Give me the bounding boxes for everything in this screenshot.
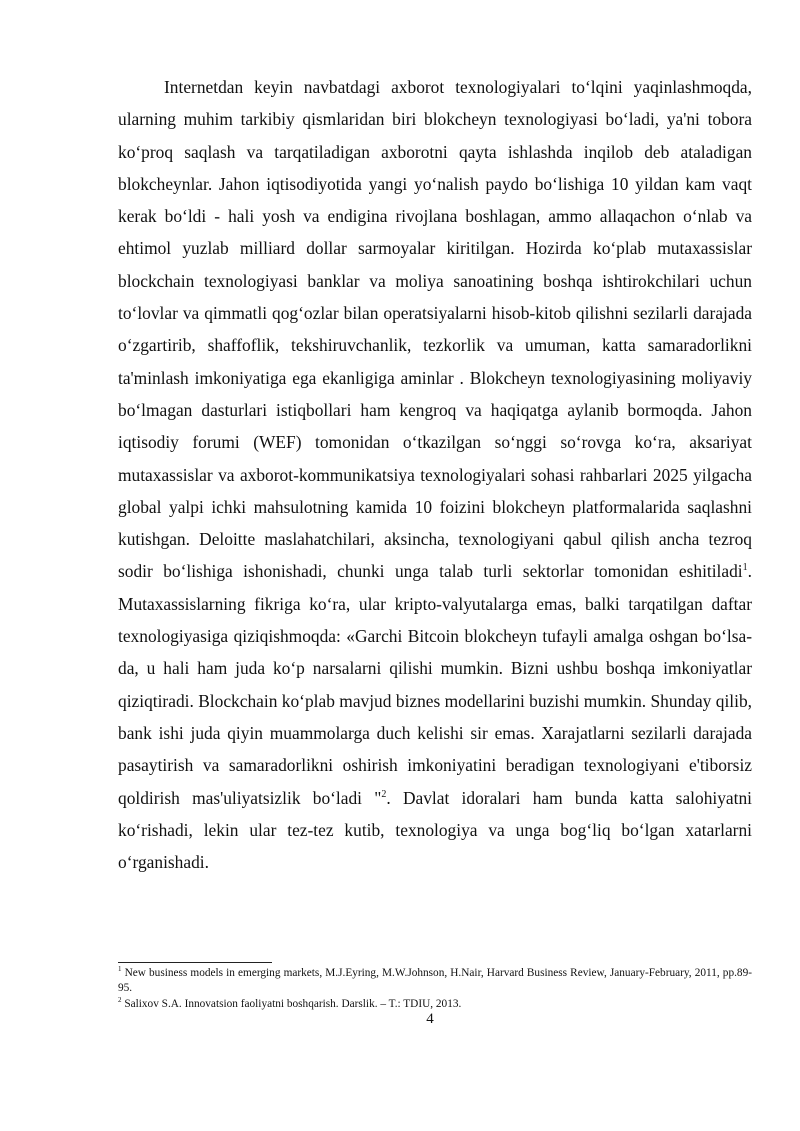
footnote-2 [118, 997, 752, 1012]
footnote-1-marker: 1 [118, 965, 122, 974]
footnote-2-marker: 2 [118, 996, 122, 1005]
footnote-reference-1: 1 [742, 562, 748, 574]
footnote-1 [118, 966, 752, 997]
footnote-2-text: Salixov S.A. Innovatsion faoliyatni boshqarish. Darslik. – T.: TDIU, 2013. [121, 997, 462, 1010]
footnote-reference-2: 2 [381, 788, 387, 800]
body-paragraph [118, 71, 752, 878]
footnote-separator [118, 962, 272, 963]
paragraph-text-part-2: . Mutaxassislarning fikriga ko‘ra, ular kripto-valyutalarga emas, balki tarqatilgan daftar texnologiyasiga qiziqishmoqda: «Garchi Bitcoin blokcheyn tufayli amalga oshgan bo‘lsa-da, u hali ham juda ko‘p narsalarni qilishi mumkin. Bizni ushbu boshqa imkoniyatlar qiziqtiradi. Blockchain ko‘plab mavjud biznes modellarini buzishi mumkin. Shunday qilib, bank ishi juda qiyin muammolarga duch kelishi sir emas. Xarajatlarni sezilarli darajada pasaytirish va samaradorlikni oshirish imkoniyatini beradigan texnologiyani e'tiborsiz qoldirish mas'uliyatsizlik bo‘ladi " [118, 561, 752, 808]
footnotes [118, 966, 752, 1012]
paragraph-text-part-1: Internetdan keyin navbatdagi axborot texnologiyalari to‘lqini yaqinlashmoqda, ularning muhim tarkibiy qismlaridan biri blokcheyn texnologiyasi bo‘ladi, ya'ni tobora ko‘proq saqlash va tarqatiladigan axborotni qayta ishlashda inqilob deb ataladigan blokcheynlar. Jahon iqtisodiyotida yangi yo‘nalish paydo bo‘lishiga 10 yildan kam vaqt kerak bo‘ldi - hali yosh va endigina rivojlana boshlagan, ammo allaqachon o‘nlab va ehtimol yuzlab milliard dollar sarmoyalar kiritilgan. Hozirda ko‘plab mutaxassislar blockchain texnologiyasi banklar va moliya sanoatining boshqa ishtirokchilari uchun to‘lovlar va qimmatli qog‘ozlar bilan operatsiyalarni hisob-kitob qilishni sezilarli darajada o‘zgartirib, shaffoflik, tekshiruvchanlik, tezkorlik va umuman, katta samaradorlikni ta'minlash imkoniyatiga ega ekanligiga aminlar . Blokcheyn texnologiyasining moliyaviy bo‘lmagan dasturlari istiqbollari ham kengroq va haqiqatga aylanib bormoqda. Jahon iqtisodiy forumi (WEF) tomonidan o‘tkazilgan so‘nggi so‘rovga ko‘ra, aksariyat mutaxassislar va axborot-kommunikatsiya texnologiyalari sohasi rahbarlari 2025 yilgacha global yalpi ichki mahsulotning kamida 10 foizini blokcheyn platformalarida saqlashni kutishgan. Deloitte maslahatchilari, aksincha, texnologiyani qabul qilish ancha tezroq sodir bo‘lishiga ishonishadi, chunki unga talab turli sektorlar tomonidan eshitiladi [118, 77, 752, 582]
footnote-1-text: New business models in emerging markets, M.J.Eyring, M.W.Johnson, H.Nair, Harvard Business Review, January-February, 2011, pp.89-95. [118, 967, 752, 995]
paragraph-text-part-3: . Davlat idoralari ham bunda katta salohiyatni ko‘rishadi, lekin ular tez-tez kutib, texnologiya va unga bog‘liq bo‘lgan xatarlarni o‘rganishadi. [118, 787, 752, 873]
page-number: 4 [426, 1011, 434, 1027]
